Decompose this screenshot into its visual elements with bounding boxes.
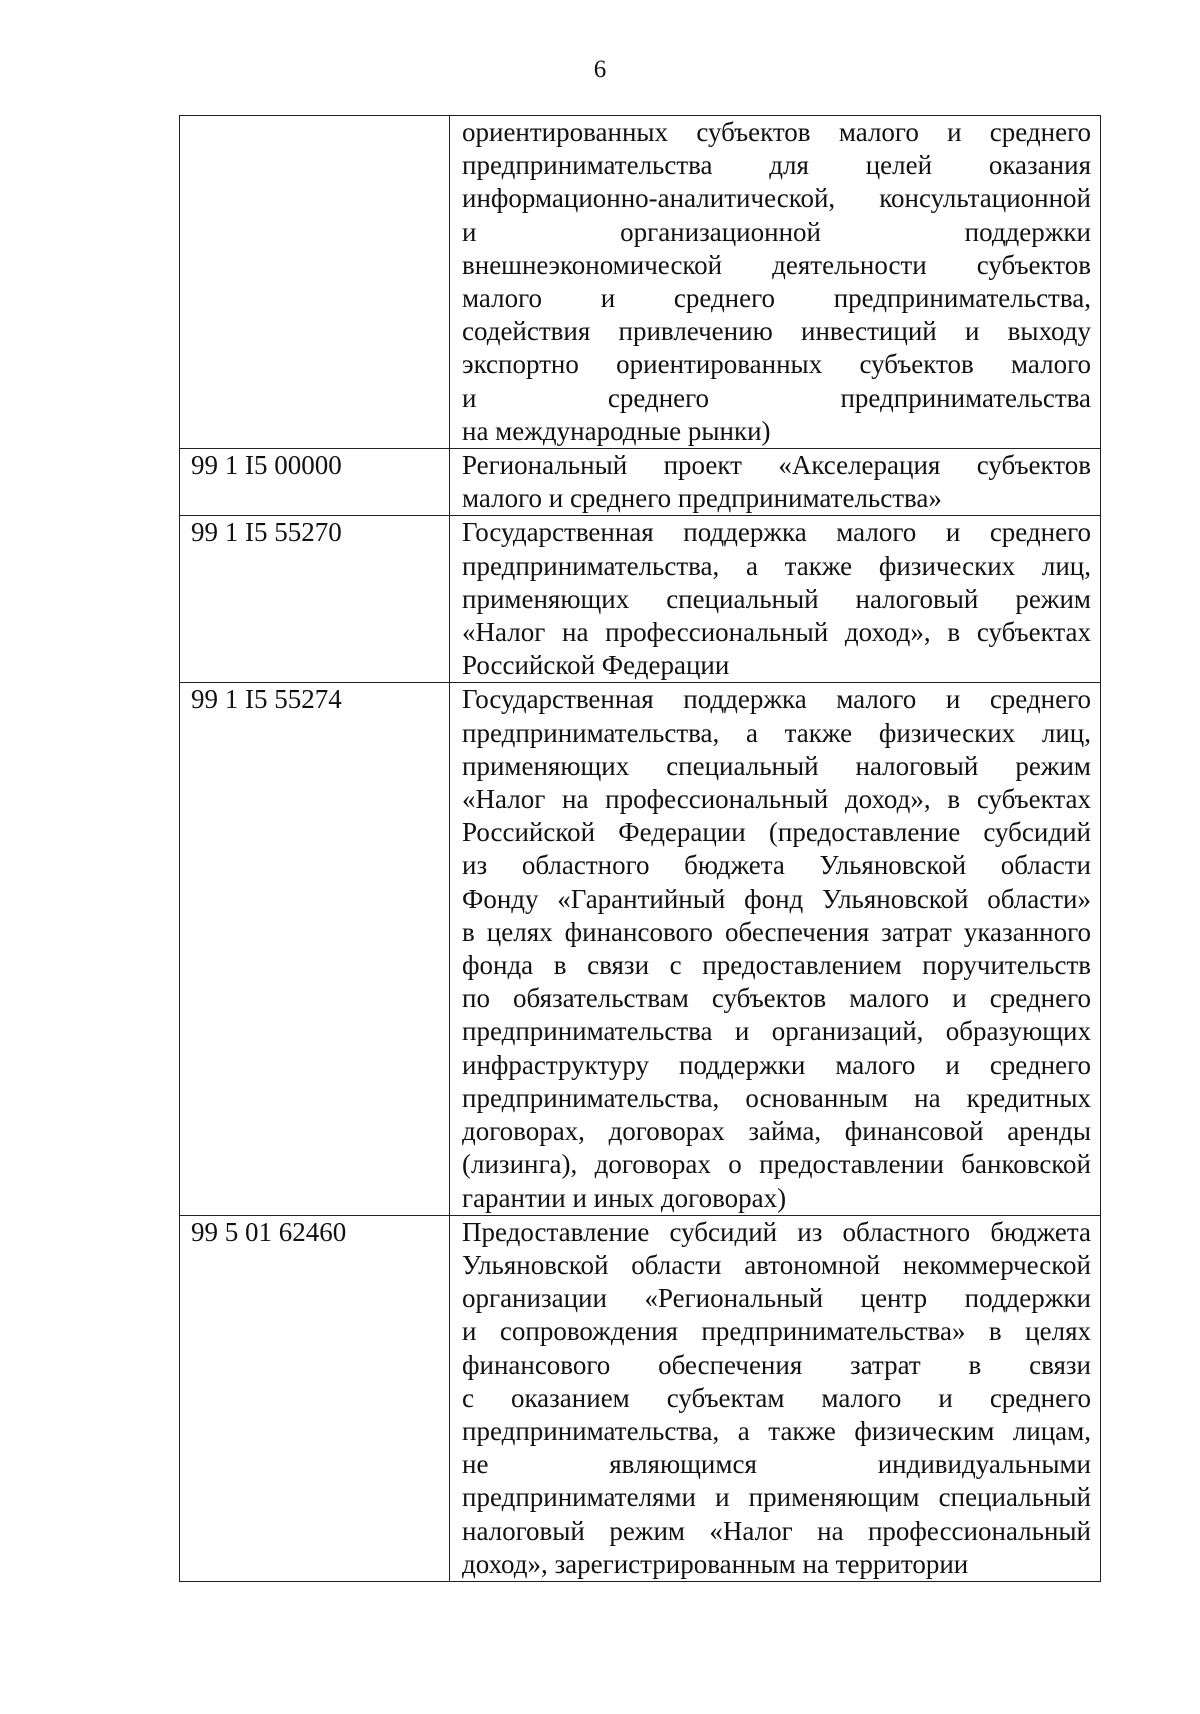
code-cell: 99 1 I5 55274 <box>180 683 450 1215</box>
table-row <box>180 116 1101 449</box>
description-line: из областного бюджета Ульяновской области <box>462 850 1091 881</box>
page-number: 6 <box>593 56 607 83</box>
description-line: содействия привлечению инвестиций и выходу <box>462 316 1091 347</box>
description-line: малого и среднего предпринимательства» <box>462 483 942 514</box>
description-cell <box>450 116 1101 449</box>
description-cell <box>450 449 1101 516</box>
code-cell: 99 5 01 62460 <box>180 1215 450 1581</box>
code-cell: 99 1 I5 55270 <box>180 516 450 683</box>
description-line: Фонду «Гарантийный фонд Ульяновской области» <box>462 883 1091 914</box>
description-line: не являющимся индивидуальными <box>462 1449 1091 1480</box>
description-line: применяющих специальный налоговый режим <box>462 583 1091 614</box>
table-row <box>180 683 1101 1215</box>
code-cell <box>180 116 450 449</box>
description-line: предпринимательства для целей оказания <box>462 150 1091 181</box>
description-line: договорах, договорах займа, финансовой аренды <box>462 1116 1091 1147</box>
description-cell <box>450 1215 1101 1581</box>
description-line: внешнеэкономической деятельности субъектов <box>462 249 1091 280</box>
description-line: и среднего предпринимательства <box>462 382 1091 413</box>
description-line: Государственная поддержка малого и среднего <box>462 684 1091 715</box>
description-line: организации «Региональный центр поддержки <box>462 1283 1091 1314</box>
description-line: малого и среднего предпринимательства, <box>462 283 1091 314</box>
description-line: применяющих специальный налоговый режим <box>462 750 1091 781</box>
description-line: предпринимательства, а также физических лиц, <box>462 550 1091 581</box>
description-line: фонда в связи с предоставлением поручительств <box>462 950 1091 981</box>
description-line: инфраструктуру поддержки малого и среднего <box>462 1049 1091 1080</box>
description-line: и сопровождения предпринимательства» в целях <box>462 1316 1091 1347</box>
description-line: предпринимателями и применяющим специальный <box>462 1482 1091 1513</box>
description-cell <box>450 683 1101 1215</box>
description-line: Ульяновской области автономной некоммерческой <box>462 1249 1091 1280</box>
description-line: «Налог на профессиональный доход», в субъектах <box>462 617 1091 648</box>
description-line: финансового обеспечения затрат в связи <box>462 1349 1091 1380</box>
description-line: ориентированных субъектов малого и среднего <box>462 117 1091 147</box>
table-row <box>180 516 1101 683</box>
description-line: предпринимательства, а также физическим лицам, <box>462 1415 1091 1446</box>
description-line: экспортно ориентированных субъектов малого <box>462 349 1091 380</box>
description-line: на международные рынки) <box>462 415 771 446</box>
description-line: доход», зарегистрированным на территории <box>462 1548 969 1579</box>
description-line: информационно-аналитической, консультационной <box>462 183 1091 214</box>
table-row <box>180 449 1101 516</box>
description-line: с оказанием субъектам малого и среднего <box>462 1382 1091 1413</box>
description-line: Региональный проект «Акселерация субъектов <box>462 450 1091 481</box>
code-cell: 99 1 I5 00000 <box>180 449 450 516</box>
description-line: предпринимательства, основанным на кредитных <box>462 1082 1091 1113</box>
description-line: Российской Федерации (предоставление субсидий <box>462 817 1091 848</box>
description-line: по обязательствам субъектов малого и среднего <box>462 983 1091 1014</box>
description-line: «Налог на профессиональный доход», в субъектах <box>462 784 1091 815</box>
description-cell <box>450 516 1101 683</box>
description-line: гарантии и иных договорах) <box>462 1182 787 1213</box>
description-line: и организационной поддержки <box>462 216 1091 247</box>
description-line: в целях финансового обеспечения затрат указанного <box>462 916 1091 947</box>
description-line: Государственная поддержка малого и среднего <box>462 517 1091 548</box>
table-row <box>180 1215 1101 1581</box>
description-line: предпринимательства и организаций, образующих <box>462 1016 1091 1047</box>
description-line: (лизинга), договорах о предоставлении банковской <box>462 1149 1091 1180</box>
description-line: предпринимательства, а также физических лиц, <box>462 717 1091 748</box>
description-line: налоговый режим «Налог на профессиональный <box>462 1515 1091 1546</box>
description-line: Предоставление субсидий из областного бюджета <box>462 1216 1091 1247</box>
budget-classification-table <box>179 115 1101 1582</box>
description-line: Российской Федерации <box>462 650 730 681</box>
